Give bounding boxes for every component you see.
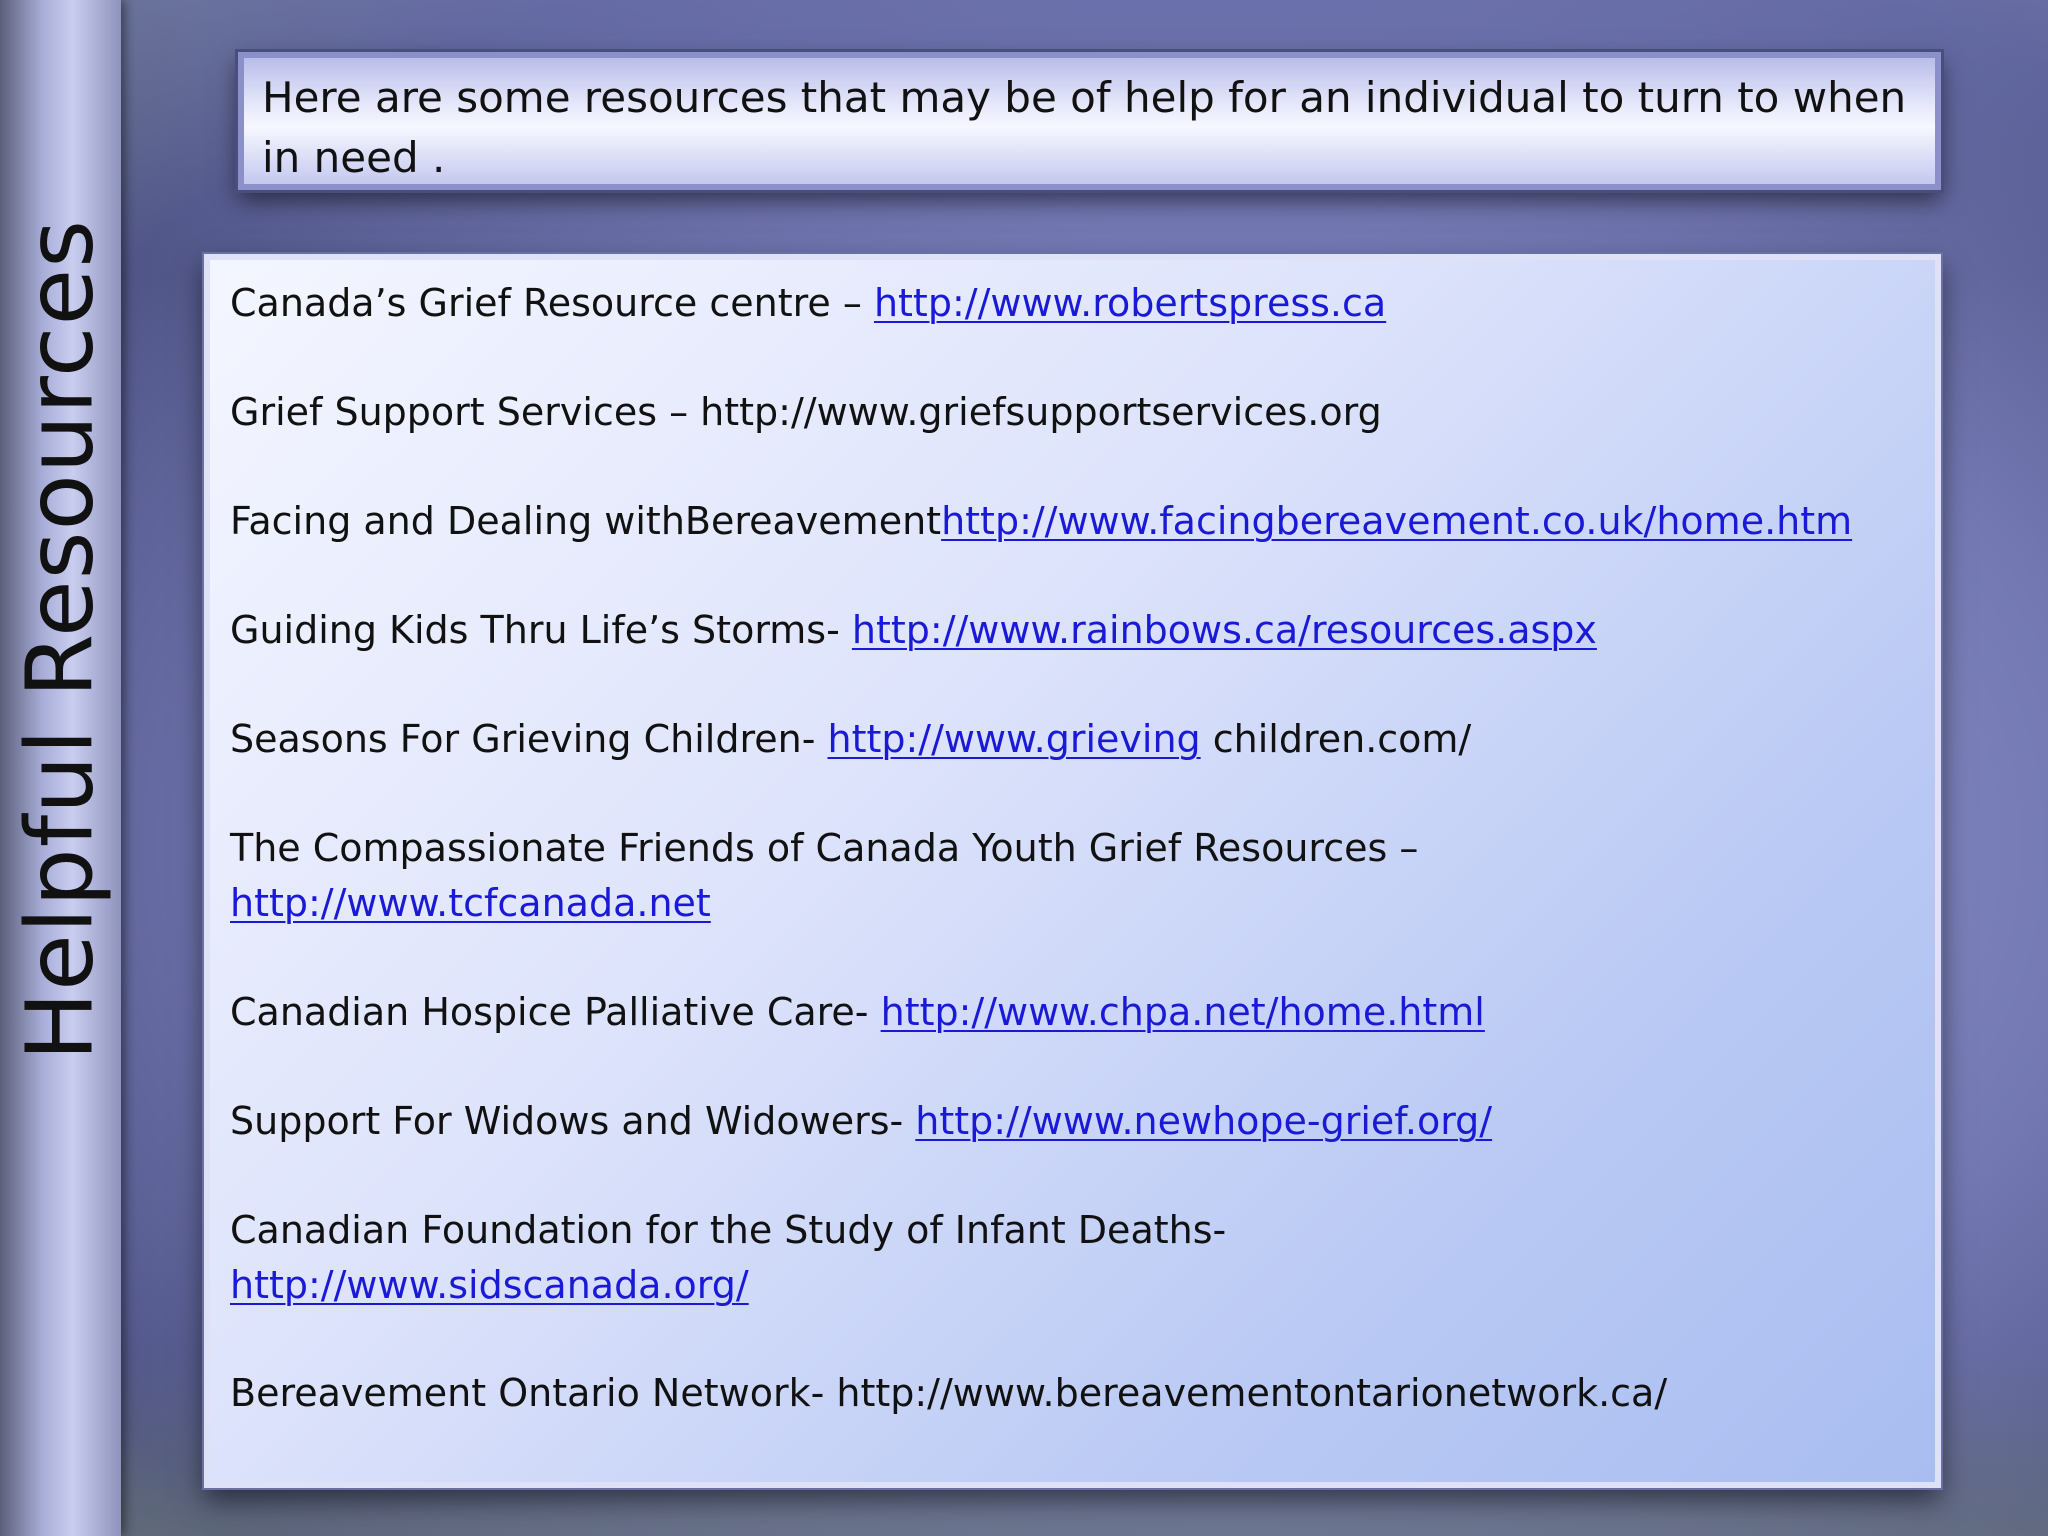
resource-label: Canadian Foundation for the Study of Infant Deaths-: [230, 1208, 1227, 1252]
resources-box: [204, 254, 1941, 1488]
resource-link[interactable]: http://www.sidscanada.org/: [230, 1263, 749, 1307]
header-text: Here are some resources that may be of help for an individual to turn to when in need .: [262, 73, 1907, 182]
resource-item: [230, 712, 1471, 767]
resource-label: Facing and Dealing withBereavement: [230, 499, 942, 543]
resource-label: Guiding Kids Thru Life’s Storms-: [230, 608, 852, 652]
resource-label: Canada’s Grief Resource centre –: [230, 281, 874, 325]
resource-label: Support For Widows and Widowers-: [230, 1099, 916, 1143]
resource-link[interactable]: http://www.newhope-grief.org/: [915, 1099, 1493, 1143]
resource-link[interactable]: http://www.robertspress.ca: [873, 281, 1387, 325]
side-title: Helpful Resources: [6, 218, 114, 1062]
resource-link[interactable]: http://www.facingbereavement.co.uk/home.htm: [941, 499, 1853, 543]
resource-label: Canadian Hospice Palliative Care-: [230, 990, 881, 1034]
resource-item: [230, 603, 1597, 658]
resource-link[interactable]: http://www.rainbows.ca/resources.aspx: [851, 608, 1597, 652]
resource-link-suffix: children.com/: [1200, 717, 1472, 761]
resource-item: [230, 494, 1852, 549]
header-box: [238, 52, 1941, 190]
resource-item: [230, 985, 1485, 1040]
resource-label: Bereavement Ontario Network-: [230, 1371, 837, 1415]
resource-link[interactable]: http://www.tcfcanada.net: [230, 881, 711, 925]
resource-label: Grief Support Services –: [230, 390, 701, 434]
resource-item: [230, 821, 1418, 931]
resource-link[interactable]: http://www.grieving: [827, 717, 1201, 761]
resource-label: The Compassionate Friends of Canada Youth Grief Resources –: [230, 826, 1419, 870]
resource-link[interactable]: http://www.chpa.net/home.html: [880, 990, 1485, 1034]
resource-url-text: http://www.bereavementontarionetwork.ca/: [836, 1371, 1668, 1415]
resource-item: [230, 1366, 1667, 1421]
side-title-strip: [0, 0, 121, 1536]
resource-label: Seasons For Grieving Children-: [230, 717, 828, 761]
resource-url-text: http://www.griefsupportservices.org: [700, 390, 1382, 434]
resource-item: [230, 276, 1386, 331]
resource-item: [230, 1094, 1492, 1149]
resource-item: [230, 1203, 1226, 1313]
resource-item: [230, 385, 1382, 440]
